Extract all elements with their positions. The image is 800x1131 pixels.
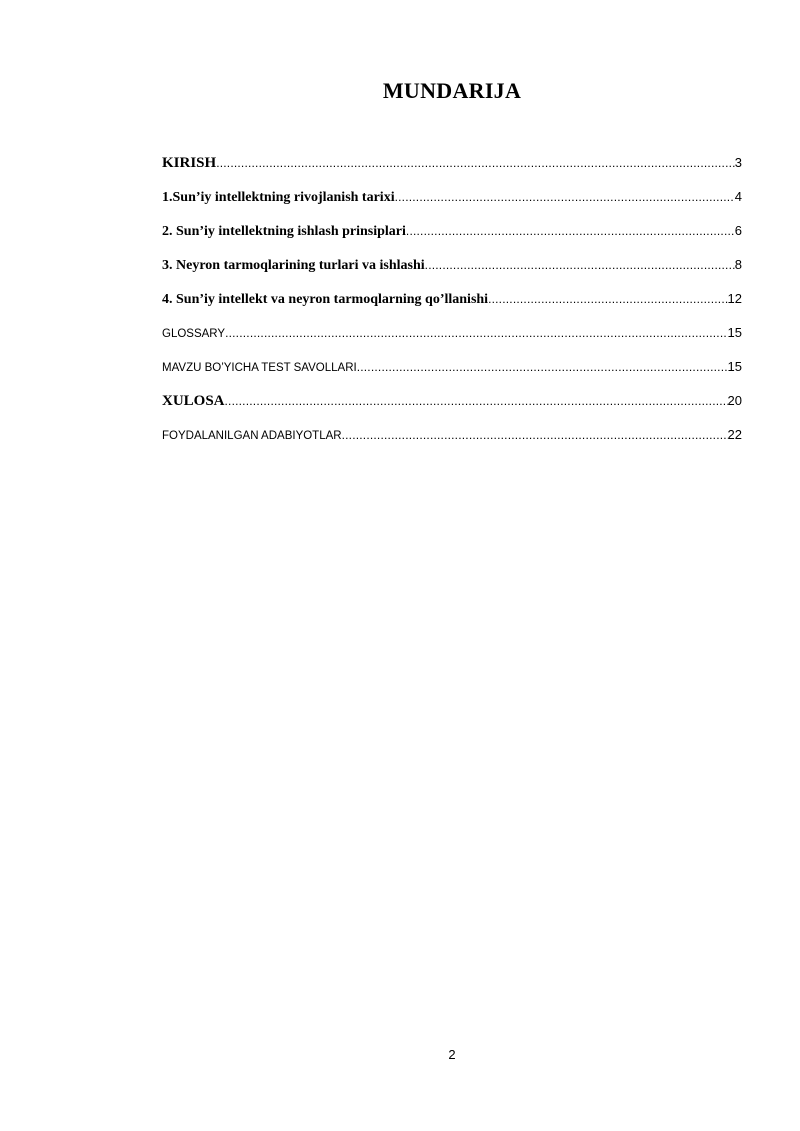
toc-dot-leader <box>342 422 728 448</box>
toc-dot-leader <box>406 218 735 244</box>
toc-entry-references[interactable] <box>162 422 742 456</box>
toc-entry-label[interactable]: 1.Sun’iy intellektning rivojlanish tarixi <box>162 190 395 205</box>
toc-entry-3[interactable] <box>162 252 742 286</box>
toc-entry-glossary[interactable] <box>162 320 742 354</box>
toc-dot-leader <box>425 252 735 278</box>
toc-entry-label[interactable]: 3. Neyron tarmoqlarining turlari va ishlashi <box>162 258 425 273</box>
toc-entry-page: 15 <box>727 325 742 340</box>
toc-entry-4[interactable] <box>162 286 742 320</box>
toc-entry-2[interactable] <box>162 218 742 252</box>
toc-dot-leader <box>225 320 727 346</box>
toc-dot-leader <box>216 150 735 176</box>
toc-dot-leader <box>395 184 735 210</box>
toc-entry-label[interactable]: GLOSSARY <box>162 328 226 340</box>
toc-entry-page: 3 <box>734 155 742 170</box>
toc-entry-label[interactable]: XULOSA <box>162 393 225 409</box>
toc-entry-1[interactable] <box>162 184 742 218</box>
toc-entry-page: 8 <box>734 257 742 272</box>
toc-entry-page: 22 <box>727 427 742 442</box>
toc-entry-label[interactable]: FOYDALANILGAN ADABIYOTLAR <box>162 430 342 442</box>
toc-entry-test-questions[interactable] <box>162 354 742 388</box>
toc-entry-label[interactable]: MAVZU BO’YICHA TEST SAVOLLARI <box>162 362 357 374</box>
page-title: MUNDARIJA <box>382 78 522 103</box>
toc-entry-page: 15 <box>727 359 742 374</box>
toc-entry-page: 12 <box>727 291 742 306</box>
table-of-contents <box>162 150 742 456</box>
toc-entry-kirish[interactable] <box>162 150 742 184</box>
toc-entry-label[interactable]: 2. Sun’iy intellektning ishlash prinsiplari <box>162 224 406 239</box>
page-number: 2 <box>448 1047 456 1062</box>
toc-entry-label[interactable]: KIRISH <box>162 155 217 171</box>
toc-dot-leader <box>225 388 728 414</box>
toc-entry-label[interactable]: 4. Sun’iy intellekt va neyron tarmoqlarning qo’llanishi <box>162 292 489 307</box>
toc-dot-leader <box>357 354 728 380</box>
toc-dot-leader <box>488 286 727 312</box>
toc-entry-xulosa[interactable] <box>162 388 742 422</box>
toc-entry-page: 6 <box>734 223 742 238</box>
toc-entry-page: 4 <box>734 189 742 204</box>
toc-entry-page: 20 <box>727 393 742 408</box>
